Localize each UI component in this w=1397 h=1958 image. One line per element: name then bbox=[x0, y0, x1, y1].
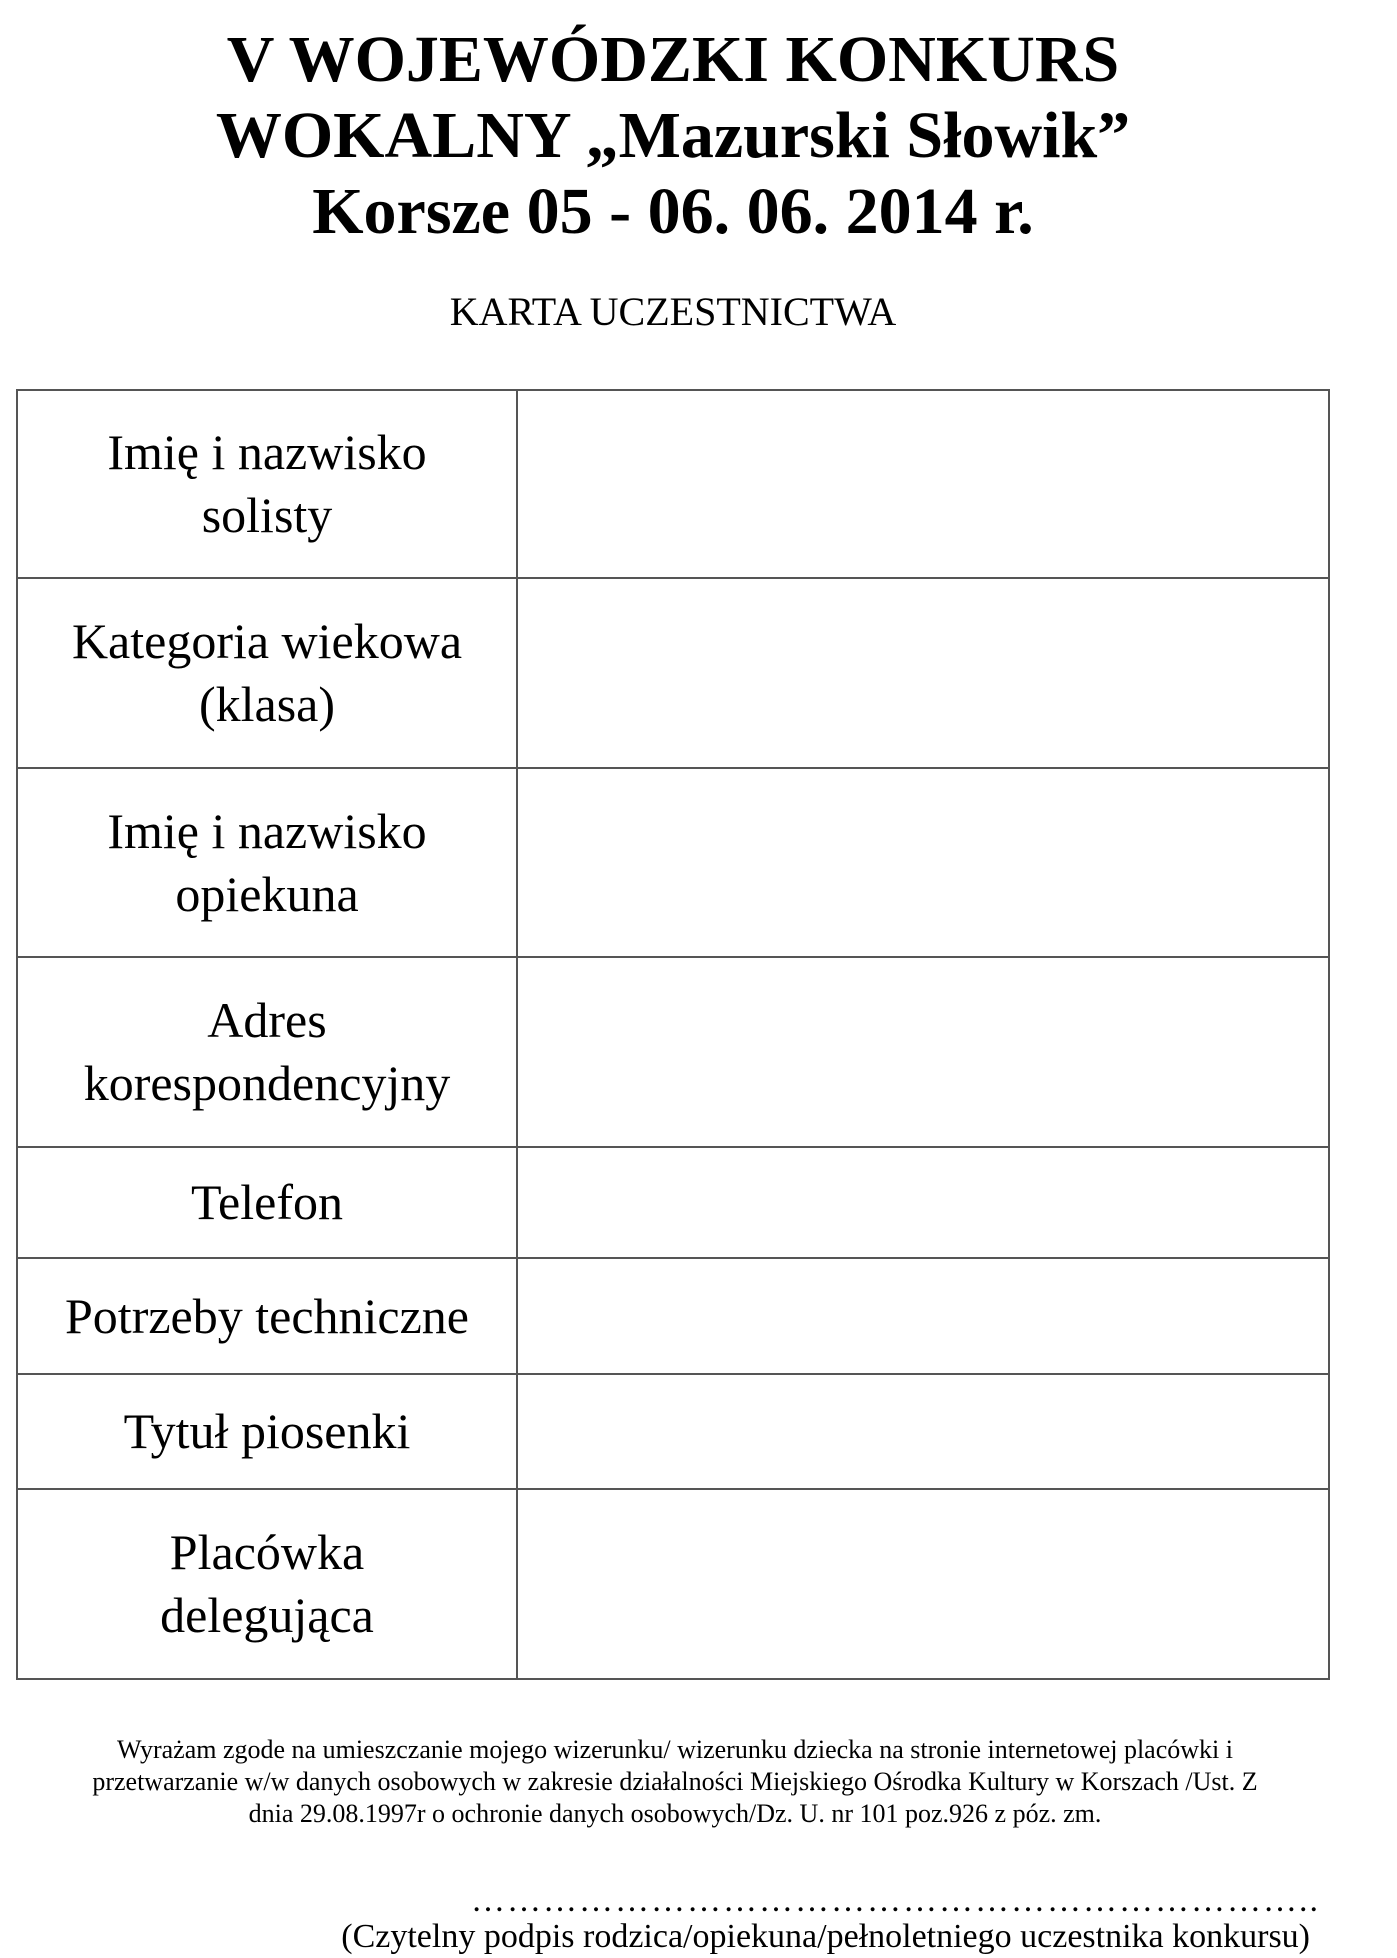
signature-caption: (Czytelny podpis rodzica/opiekuna/pełnoletniego uczestnika konkursu) bbox=[341, 1918, 1310, 1955]
form-label bbox=[17, 578, 517, 768]
label-line: (klasa) bbox=[198, 676, 336, 732]
consent-statement bbox=[30, 1734, 1320, 1830]
title-line-1: V WOJEWÓDZKI KONKURS bbox=[226, 23, 1120, 96]
form-row-phone bbox=[17, 1147, 1329, 1258]
title-line-3: Korsze 05 - 06. 06. 2014 r. bbox=[312, 175, 1034, 248]
form-row-soloist-name bbox=[17, 390, 1329, 578]
guardian-name-field[interactable] bbox=[517, 768, 1329, 957]
label-line: solisty bbox=[201, 487, 333, 543]
label-line: Adres bbox=[207, 992, 327, 1048]
label-line: Imię i nazwisko bbox=[107, 424, 427, 480]
label-line: Kategoria wiekowa bbox=[71, 613, 463, 669]
label-line: Imię i nazwisko bbox=[107, 802, 427, 859]
label-line: delegująca bbox=[160, 1587, 374, 1643]
signature-line[interactable]: …………………………………………………………….. bbox=[471, 1884, 1320, 1918]
form-row-song-title bbox=[17, 1374, 1329, 1489]
form-label bbox=[17, 390, 517, 578]
document-title bbox=[0, 22, 1346, 250]
form-row-guardian-name bbox=[17, 768, 1329, 957]
form-row-age-category bbox=[17, 578, 1329, 768]
age-category-field[interactable] bbox=[517, 578, 1329, 768]
phone-field[interactable] bbox=[517, 1147, 1329, 1258]
form-row-mailing-address bbox=[17, 957, 1329, 1147]
mailing-address-field[interactable] bbox=[517, 957, 1329, 1147]
soloist-name-field[interactable] bbox=[517, 390, 1329, 578]
label-line: Tytuł piosenki bbox=[123, 1403, 411, 1459]
consent-line: Wyrażam zgode na umieszczanie mojego wizerunku/ wizerunku dziecka na stronie internetowej placówki i bbox=[117, 1735, 1233, 1764]
label-line: Telefon bbox=[191, 1174, 343, 1230]
form-label bbox=[17, 1147, 517, 1258]
delegating-institution-field[interactable] bbox=[517, 1489, 1329, 1679]
participation-form-table bbox=[16, 389, 1330, 1680]
label-line: opiekuna bbox=[175, 865, 359, 922]
label-line: Placówka bbox=[169, 1524, 365, 1580]
form-row-technical-needs bbox=[17, 1258, 1329, 1374]
label-line: korespondencyjny bbox=[83, 1055, 451, 1111]
form-subtitle: KARTA UCZESTNICTWA bbox=[449, 289, 897, 334]
form-label bbox=[17, 768, 517, 957]
technical-needs-field[interactable] bbox=[517, 1258, 1329, 1374]
form-label bbox=[17, 1489, 517, 1679]
song-title-field[interactable] bbox=[517, 1374, 1329, 1489]
form-label bbox=[17, 1374, 517, 1489]
form-label bbox=[17, 1258, 517, 1374]
title-line-2: WOKALNY „Mazurski Słowik” bbox=[215, 99, 1131, 172]
consent-line: przetwarzanie w/w danych osobowych w zakresie działalności Miejskiego Ośrodka Kultury w Korszach /Ust. Z bbox=[92, 1767, 1258, 1796]
label-line: Potrzeby techniczne bbox=[65, 1287, 469, 1344]
form-row-delegating-institution bbox=[17, 1489, 1329, 1679]
consent-line: dnia 29.08.1997r o ochronie danych osobowych/Dz. U. nr 101 poz.926 z póz. zm. bbox=[248, 1799, 1102, 1828]
form-label bbox=[17, 957, 517, 1147]
